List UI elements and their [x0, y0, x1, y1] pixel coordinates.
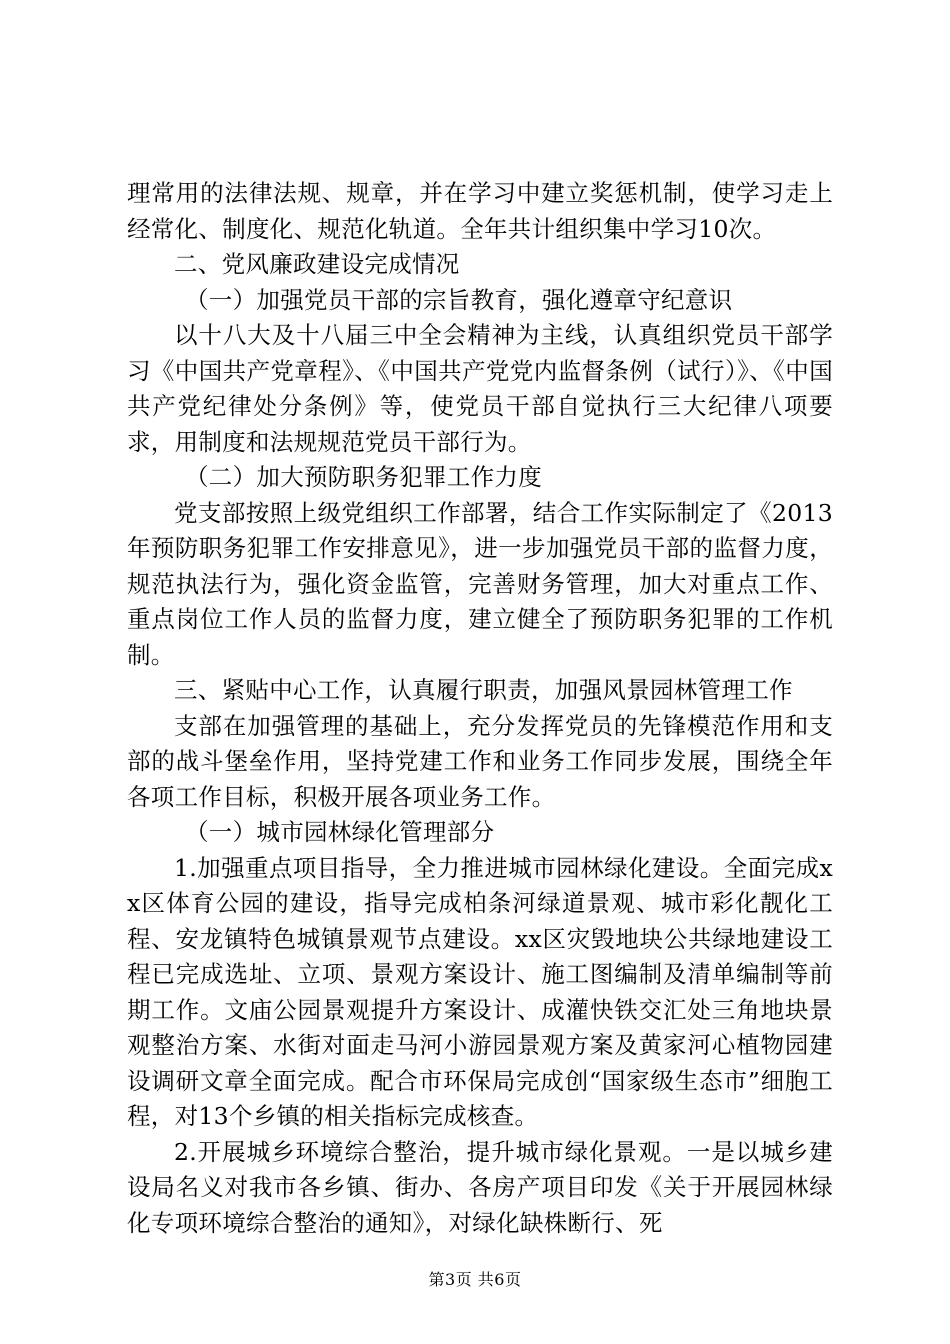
subsection-heading: （一）加强党员干部的宗旨教育，强化遵章守纪意识 — [185, 285, 733, 314]
body-paragraph: 支部在加强管理的基础上，充分发挥党员的先锋模范作用和支部的战斗堡垒作用，坚持党建工作和业务工作同步发展，围绕全年各项工作目标，积极开展各项业务工作。 — [127, 711, 833, 811]
subsection-heading: （二）加大预防职务犯罪工作力度 — [185, 463, 542, 491]
body-paragraph: 理常用的法律法规、规章，并在学习中建立奖惩机制，使学习走上经常化、制度化、规范化轨道。全年共计组织集中学习10次。 — [127, 179, 833, 243]
body-paragraph: 党支部按照上级党组织工作部署，结合工作实际制定了《2013年预防职务犯罪工作安排意见》，进一步加强党员干部的监督力度，规范执法行为，强化资金监管，完善财务管理，加大对重点工作、重点岗位工作人员的监督力度，建立健全了预防职务犯罪的工作机制。 — [127, 498, 833, 669]
body-paragraph: 1.加强重点项目指导，全力推进城市园林绿化建设。全面完成xx区体育公园的建设，指导完成柏条河绿道景观、城市彩化靓化工程、安龙镇特色城镇景观节点建设。xx区灾毁地块公共绿地建设工程已完成选址、立项、景观方案设计、施工图编制及清单编制等前期工作。文庙公园景观提升方案设计、成灌快铁交汇处三角地块景观整治方案、水街对面走马河小游园景观方案及黄家河心植物园建设调研文章全面完成。配合市环保局完成创“国家级生态市”细胞工程，对13个乡镇的相关指标完成核查。 — [127, 853, 833, 1130]
body-paragraph: 以十八大及十八届三中全会精神为主线，认真组织党员干部学习《中国共产党章程》、《中国共产党党内监督条例（试行）》、《中国共产党纪律处分条例》等，使党员干部自觉执行三大纪律八项要求，用制度和法规规范党员干部行为。 — [127, 321, 833, 456]
section-heading: 二、党风廉政建设完成情况 — [174, 250, 460, 278]
body-paragraph: 2.开展城乡环境综合整治，提升城市绿化景观。一是以城乡建设局名义对我市各乡镇、街办、各房产项目印发《关于开展园林绿化专项环境综合整治的通知》，对绿化缺株断行、死 — [127, 1137, 833, 1237]
subsection-heading: （一）城市园林绿化管理部分 — [185, 818, 495, 846]
document-body — [127, 176, 833, 1241]
section-heading: 三、紧贴中心工作，认真履行职责，加强风景园林管理工作 — [174, 676, 793, 704]
page-number-footer: 第3页 共6页 — [428, 1270, 522, 1289]
